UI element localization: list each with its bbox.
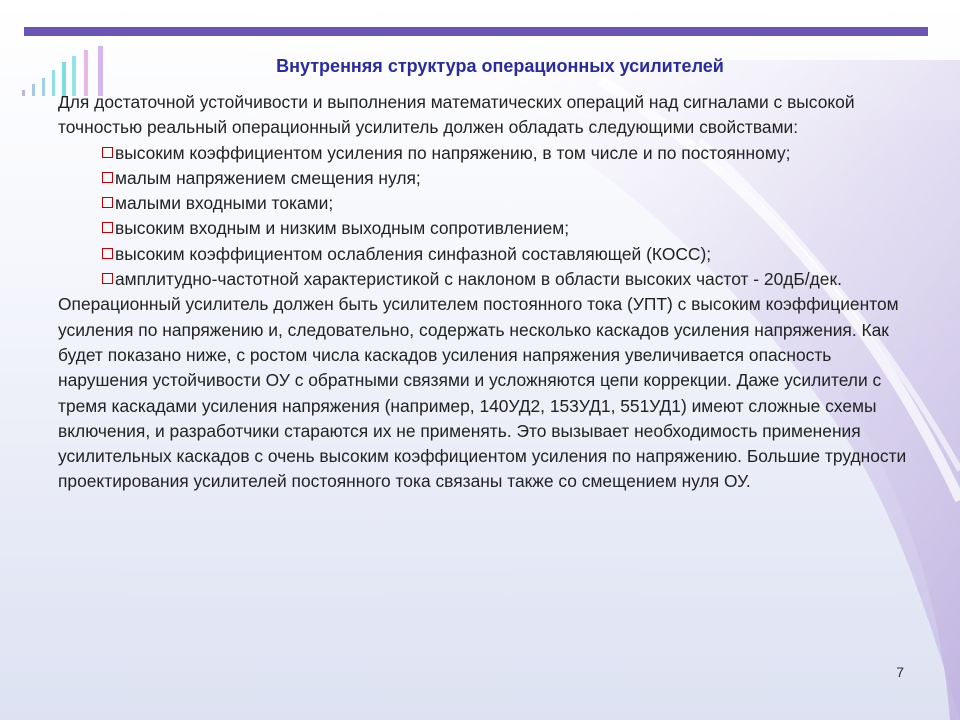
checkbox-bullet-icon — [102, 147, 113, 158]
slide-title: Внутренняя структура операционных усилителей — [276, 56, 724, 76]
list-item: высоким коэффициентом ослабления синфазной составляющей (КОСС); — [30, 242, 920, 267]
list-item: высоким коэффициентом усиления по напряжению, в том числе и по постоянному; — [30, 141, 920, 166]
list-item: амплитудно-частотной характеристикой с наклоном в области высоких частот - 20дБ/дек. — [30, 267, 920, 292]
body-paragraph: Операционный усилитель должен быть усилителем постоянного тока (УПТ) с высоким коэффициентом усиления по напряжению и, следовательно, содержать несколько каскадов усиления напряжения. Как будет показано ниже, с ростом числа каскадов усиления напряжения увеличивается опасность нарушения устойчивости ОУ с обратными связями и усложняются цепи коррекции. Даже усилители с тремя каскадами усиления напряжения (например, 140УД2, 153УД1, 551УД1) имеют сложные схемы включения, и разработчики стараются их не применять. Это вызывает необходимость применения усилительных каскадов с очень высоким коэффициентом усиления по напряжению. Большие трудности проектирования усилителей постоянного тока связаны также со смещением нуля ОУ. — [58, 294, 907, 492]
top-accent-bar — [24, 27, 928, 36]
slide-content — [30, 90, 920, 495]
page-number: 7 — [896, 664, 904, 680]
list-item: малыми входными токами; — [30, 191, 920, 216]
properties-list — [30, 141, 920, 293]
checkbox-bullet-icon — [102, 197, 113, 208]
deco-bar — [22, 90, 25, 96]
checkbox-bullet-icon — [102, 273, 113, 284]
intro-paragraph: Для достаточной устойчивости и выполнения математических операций над сигналами с высокой точностью реальный операционный усилитель должен обладать следующими свойствами: — [58, 92, 855, 138]
decorative-bars — [22, 46, 122, 96]
list-item: малым напряжением смещения нуля; — [30, 166, 920, 191]
checkbox-bullet-icon — [102, 222, 113, 233]
checkbox-bullet-icon — [102, 248, 113, 259]
list-item: высоким входным и низким выходным сопротивлением; — [30, 216, 920, 241]
deco-bar — [98, 46, 103, 96]
checkbox-bullet-icon — [102, 172, 113, 183]
